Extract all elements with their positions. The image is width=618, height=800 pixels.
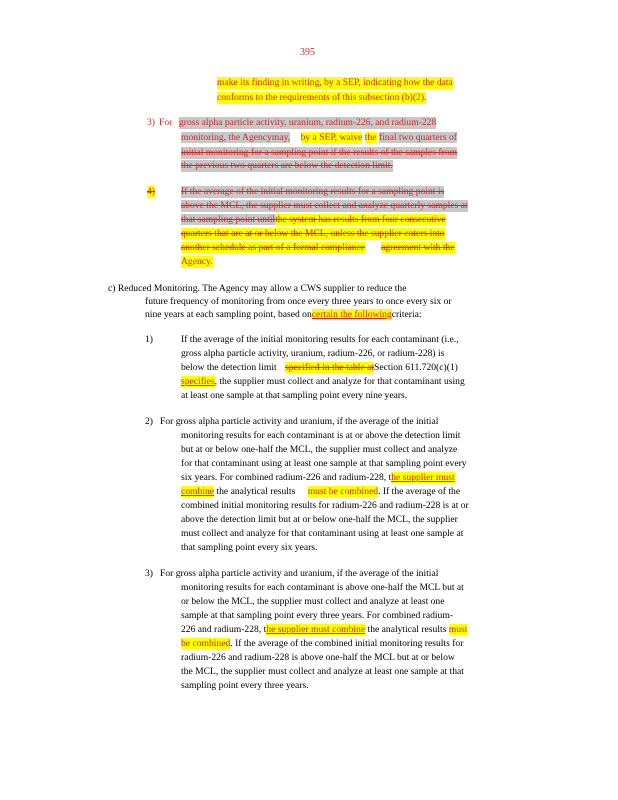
c2-line-7: combined initial monitoring results for radium-226 and radium-228 is at or bbox=[181, 500, 469, 511]
item-4-marker: 4) bbox=[147, 186, 155, 197]
c3-line-7: radium-226 and radium-228 is above one-half the MCL but at or below bbox=[181, 652, 455, 663]
c1-line-1: If the average of the initial monitoring results for each contaminant (i.e., bbox=[181, 334, 459, 345]
item-4-line-5 bbox=[181, 242, 455, 254]
item-4-line-5a: another schedule as part of a formal compliance bbox=[181, 242, 366, 253]
item-3-line-1: gross alpha particle activity, uranium, radium-226, and radium-228 bbox=[179, 117, 437, 128]
c3-marker: 3) bbox=[145, 568, 153, 579]
c2-line-9: must collect and analyze for that contaminant using at least one sample at bbox=[181, 528, 464, 539]
c1-line-3c: Section 611.720(c)(1) bbox=[374, 362, 458, 373]
c2-line-6b: the analytical results bbox=[216, 486, 296, 497]
item-4-line-5b: agreement with the bbox=[381, 242, 455, 253]
section-c-line-3b: certain the following bbox=[311, 309, 392, 320]
c1-line-3 bbox=[181, 362, 458, 374]
section-c-line-1: c) Reduced Monitoring. The Agency may allow a CWS supplier to reduce the bbox=[108, 283, 407, 294]
section-c-line-2: future frequency of monitoring from once every three years to once every six or bbox=[145, 296, 452, 307]
item-3-by-sep-waive: by a SEP, waive bbox=[300, 132, 363, 143]
c2-line-4: for that contaminant using at least one sample at that sampling point every bbox=[181, 458, 467, 469]
c3-line-6a: be combined bbox=[181, 638, 231, 649]
c3-line-1: For gross alpha particle activity and uranium, if the average of the initial bbox=[160, 568, 439, 579]
item-4-line-4: quarters that are at or below the MCL, unless the supplier enters into bbox=[181, 228, 445, 239]
c3-line-5 bbox=[181, 624, 467, 636]
c3-line-5a: 226 and radium-228, t bbox=[181, 624, 267, 635]
item-3-line-2 bbox=[181, 132, 457, 144]
top-block-line-1: make its finding in writing, by a SEP, indicating how the data bbox=[217, 77, 453, 88]
c1-line-3a: below the detection limit bbox=[181, 362, 277, 373]
top-block-line-2: conforms to the requirements of this subsection (b)(2). bbox=[217, 92, 427, 103]
c1-line-4a: specifies bbox=[181, 376, 215, 387]
section-c-line-3a: nine years at each sampling point, based on bbox=[145, 309, 312, 320]
c1-line-4b: , the supplier must collect and analyze for that contaminant using bbox=[214, 376, 465, 387]
item-4-line-1: If the average of the initial monitoring results for a sampling point is bbox=[181, 186, 445, 197]
item-4-line-6: Agency. bbox=[181, 256, 213, 267]
item-4-line-3b: the system has results from four consecutive bbox=[275, 214, 446, 225]
c2-line-10: that sampling point every six years. bbox=[181, 542, 318, 553]
c3-line-2: monitoring results for each contaminant is above one-half the MCL but at bbox=[181, 582, 464, 593]
c2-line-5b: he supplier must bbox=[391, 472, 455, 483]
c2-line-8: above the detection limit but at or below one-half the MCL, the supplier bbox=[181, 514, 458, 525]
item-3-line-4: the previous two quarters are below the detection limit. bbox=[181, 160, 393, 171]
c2-line-5a: six years. For combined radium-226 and radium-228, t bbox=[181, 472, 392, 483]
item-4-line-3 bbox=[181, 214, 446, 226]
item-3-final: final two quarters of bbox=[378, 132, 457, 143]
c2-line-3: but at or below one-half the MCL, the supplier must collect and analyze bbox=[181, 444, 458, 455]
c2-line-6 bbox=[181, 486, 460, 498]
item-3-marker: 3) bbox=[147, 117, 155, 128]
section-c-line-3 bbox=[145, 309, 422, 321]
c2-marker: 2) bbox=[145, 416, 153, 427]
section-c-line-3c: criteria: bbox=[391, 309, 422, 320]
c3-line-5b: he supplier must combine bbox=[266, 624, 366, 635]
item-3-line-3: initial monitoring for a sampling point if the results of the samples from bbox=[181, 147, 458, 158]
c3-line-5d: must bbox=[448, 624, 468, 635]
c2-line-6a: combine bbox=[181, 486, 215, 497]
page-number: 395 bbox=[300, 47, 315, 58]
c3-line-9: sampling point every three years. bbox=[181, 680, 309, 691]
c2-line-2: monitoring results for each contaminant is at or above the detection limit bbox=[181, 430, 461, 441]
c1-line-5: at least one sample at that sampling point every nine years. bbox=[181, 390, 408, 401]
c1-line-3b: specified in the table at bbox=[285, 362, 375, 373]
item-3-agency-may: monitoring, the Agencymay, bbox=[181, 132, 291, 143]
c2-line-6c: must be combined bbox=[307, 486, 379, 497]
c3-line-8: the MCL, the supplier must collect and analyze at least one sample at that bbox=[181, 666, 464, 677]
c3-line-4: sample at that sampling point every three years. For combined radium- bbox=[181, 610, 454, 621]
c3-line-3: or below the MCL, the supplier must collect and analyze at least one bbox=[181, 596, 445, 607]
item-3-for: For bbox=[159, 117, 173, 128]
item-3-the: the bbox=[364, 132, 377, 143]
c1-line-4 bbox=[181, 376, 465, 388]
c2-line-1: For gross alpha particle activity and uranium, if the average of the initial bbox=[160, 416, 439, 427]
item-4-line-3a: that sampling point until bbox=[181, 214, 276, 225]
item-4-line-2: above the MCL, the supplier must collect and analyze quarterly samples at bbox=[181, 200, 468, 211]
c2-line-6d: . If the average of the bbox=[378, 486, 461, 497]
c3-line-6b: . If the average of the combined initial monitoring results for bbox=[230, 638, 464, 649]
c3-line-5c: the analytical results bbox=[367, 624, 447, 635]
c1-line-2: gross alpha particle activity, uranium, radium-226, or radium-228) is bbox=[181, 348, 445, 359]
c3-line-6 bbox=[181, 638, 463, 650]
c2-line-5 bbox=[181, 472, 455, 484]
c1-marker: 1) bbox=[145, 334, 153, 345]
